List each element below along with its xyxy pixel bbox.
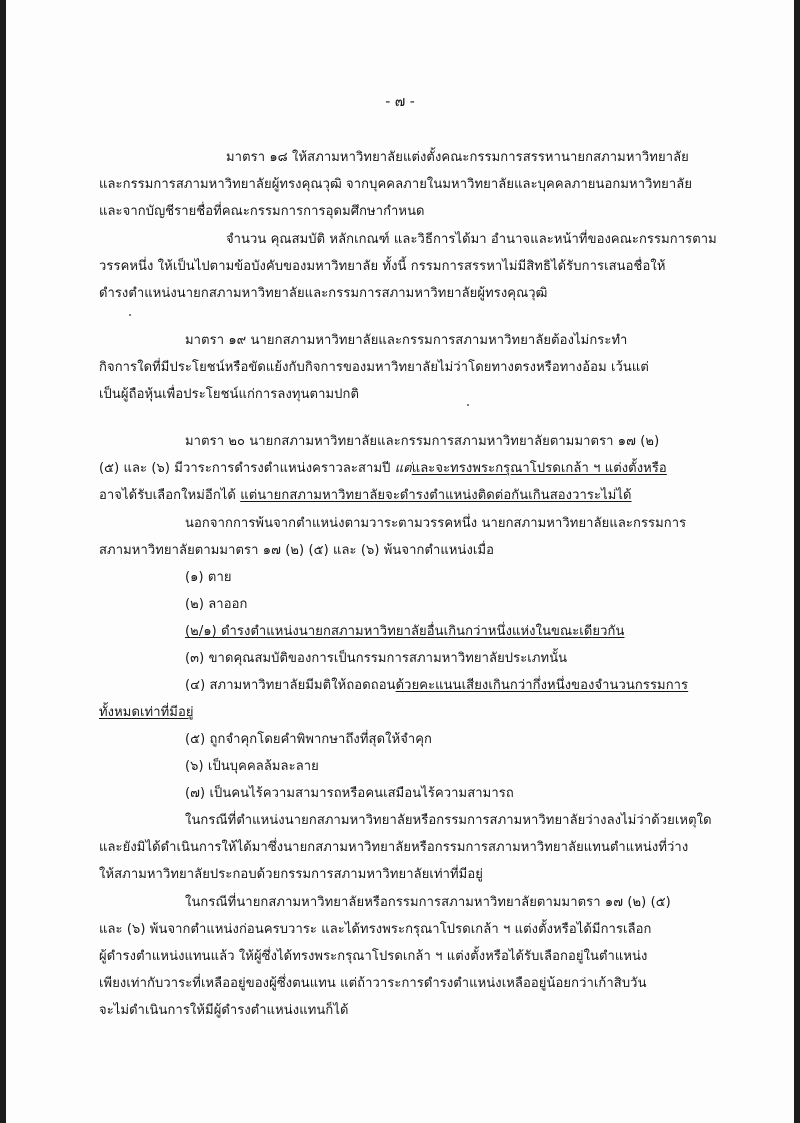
page-number: - ๗ -: [385, 94, 415, 110]
sec20-para2-line-2: สภามหาวิทยาลัยตามมาตรา ๑๗ (๒) (๕) และ (๖) พ้นจากตำแหน่งเมื่อ: [99, 543, 495, 558]
sec20-item-5: (๕) ถูกจำคุกโดยคำพิพากษาถึงที่สุดให้จำคุก: [185, 732, 433, 747]
sec20-line-1: มาตรา ๒๐ นายกสภามหาวิทยาลัยและกรรมการสภามหาวิทยาลัยตามมาตรา ๑๗ (๒): [185, 434, 660, 449]
sec20-item-2-1: (๒/๑) ดำรงตำแหน่งนายกสภามหาวิทยาลัยอื่นเกินกว่าหนึ่งแห่งในขณะเดียวกัน: [185, 624, 625, 639]
sec18-line-1: มาตรา ๑๘ ให้สภามหาวิทยาลัยแต่งตั้งคณะกรรมการสรรหานายกสภามหาวิทยาลัย: [226, 150, 689, 165]
sec20-item-7: (๗) เป็นคนไร้ความสามารถหรือคนเสมือนไร้ความสามารถ: [185, 786, 514, 801]
sec20-line-2-part-c: และจะทรงพระกรุณาโปรดเกล้า ฯ แต่งตั้งหรือ: [411, 461, 667, 476]
scan-speck: [467, 404, 469, 406]
sec20-para3-line-2: และยังมิได้ดำเนินการให้ได้มาซึ่งนายกสภามหาวิทยาลัยหรือกรรมการสภามหาวิทยาลัยแทนตำแหน่งที่ว่าง: [99, 840, 689, 855]
sec18-para2-line-2: วรรคหนึ่ง ให้เป็นไปตามข้อบังคับของมหาวิทยาลัย ทั้งนี้ กรรมการสรรหาไม่มีสิทธิได้รับการเสนอชื่อให้: [99, 259, 666, 274]
sec19-line-2: กิจการใดที่มีประโยชน์หรือขัดแย้งกับกิจการของมหาวิทยาลัยไม่ว่าโดยทางตรงหรือทางอ้อม เว้นแต่: [99, 360, 649, 375]
sec20-line-3-part-a: อาจได้รับเลือกใหม่อีกได้: [99, 488, 241, 503]
sec20-para2-line-1: นอกจากการพ้นจากตำแหน่งตามวาระตามวรรคหนึ่ง นายกสภามหาวิทยาลัยและกรรมการ: [185, 516, 687, 531]
sec20-para3-line-3: ให้สภามหาวิทยาลัยประกอบด้วยกรรมการสภามหาวิทยาลัยเท่าที่มีอยู่: [99, 867, 483, 882]
scan-speck: [129, 314, 131, 316]
sec20-item-3: (๓) ขาดคุณสมบัติของการเป็นกรรมการสภามหาวิทยาลัยประเภทนั้น: [185, 651, 568, 666]
sec20-item-1: (๑) ตาย: [185, 570, 232, 585]
sec20-item-6: (๖) เป็นบุคคลล้มละลาย: [185, 759, 319, 774]
sec20-item-4-continued: ทั้งหมดเท่าที่มีอยู่: [99, 705, 194, 720]
sec20-line-2-struck: แต่: [394, 461, 412, 476]
scan-edge-left: [0, 0, 6, 1123]
sec20-para4-line-5: จะไม่ดำเนินการให้มีผู้ดำรงตำแหน่งแทนก็ได้: [99, 1003, 349, 1018]
sec20-para4-line-3: ผู้ดำรงตำแหน่งแทนแล้ว ให้ผู้ซึ่งได้ทรงพระกรุณาโปรดเกล้า ฯ แต่งตั้งหรือได้รับเลือกอยู่ในตำแหน่ง: [99, 949, 648, 964]
sec20-line-2-part-a: (๕) และ (๖) มีวาระการดำรงตำแหน่งคราวละสามปี: [99, 461, 395, 476]
sec20-line-3: [99, 487, 632, 505]
sec20-para4-line-1: ในกรณีที่นายกสภามหาวิทยาลัยหรือกรรมการสภามหาวิทยาลัยตามมาตรา ๑๗ (๒) (๕): [185, 895, 671, 910]
sec19-line-1: มาตรา ๑๙ นายกสภามหาวิทยาลัยและกรรมการสภามหาวิทยาลัยต้องไม่กระทำ: [185, 333, 628, 348]
sec18-line-3: และจากบัญชีรายชื่อที่คณะกรรมการการอุดมศึกษากำหนด: [99, 204, 425, 219]
sec20-line-2: [99, 460, 667, 478]
sec19-line-3: เป็นผู้ถือหุ้นเพื่อประโยชน์แก่การลงทุนตามปกติ: [99, 387, 360, 402]
sec20-item-4: [185, 677, 688, 695]
sec20-para4-line-2: และ (๖) พ้นจากตำแหน่งก่อนครบวาระ และได้ทรงพระกรุณาโปรดเกล้า ฯ แต่งตั้งหรือได้มีการเลือก: [99, 922, 652, 937]
sec18-para2-line-1: จำนวน คุณสมบัติ หลักเกณฑ์ และวิธีการได้มา อำนาจและหน้าที่ของคณะกรรมการตาม: [226, 232, 717, 247]
sec20-para4-line-4: เพียงเท่ากับวาระที่เหลืออยู่ของผู้ซึ่งตนแทน แต่ถ้าวาระการดำรงตำแหน่งเหลืออยู่น้อยกว่าเก้าสิบวัน: [99, 976, 647, 991]
sec20-item-4-amendment: ด้วยคะแนนเสียงเกินกว่ากึ่งหนึ่งของจำนวนกรรมการ: [395, 678, 689, 693]
sec18-para2-line-3: ดำรงตำแหน่งนายกสภามหาวิทยาลัยและกรรมการสภามหาวิทยาลัยผู้ทรงคุณวุฒิ: [99, 286, 548, 301]
sec18-line-2: และกรรมการสภามหาวิทยาลัยผู้ทรงคุณวุฒิ จากบุคคลภายในมหาวิทยาลัยและบุคคลภายนอกมหาวิทยาลัย: [99, 177, 693, 192]
sec20-para3-line-1: ในกรณีที่ตำแหน่งนายกสภามหาวิทยาลัยหรือกรรมการสภามหาวิทยาลัยว่างลงไม่ว่าด้วยเหตุใด: [185, 813, 712, 828]
sec20-item-4-part-a: (๔) สภามหาวิทยาลัยมีมติให้ถอดถอน: [185, 678, 396, 693]
sec20-item-2: (๒) ลาออก: [185, 597, 248, 612]
sec20-line-3-amendment: แต่นายกสภามหาวิทยาลัยจะดำรงตำแหน่งติดต่อกันเกินสองวาระไม่ได้: [240, 488, 632, 503]
scan-edge-right: [794, 0, 800, 1123]
